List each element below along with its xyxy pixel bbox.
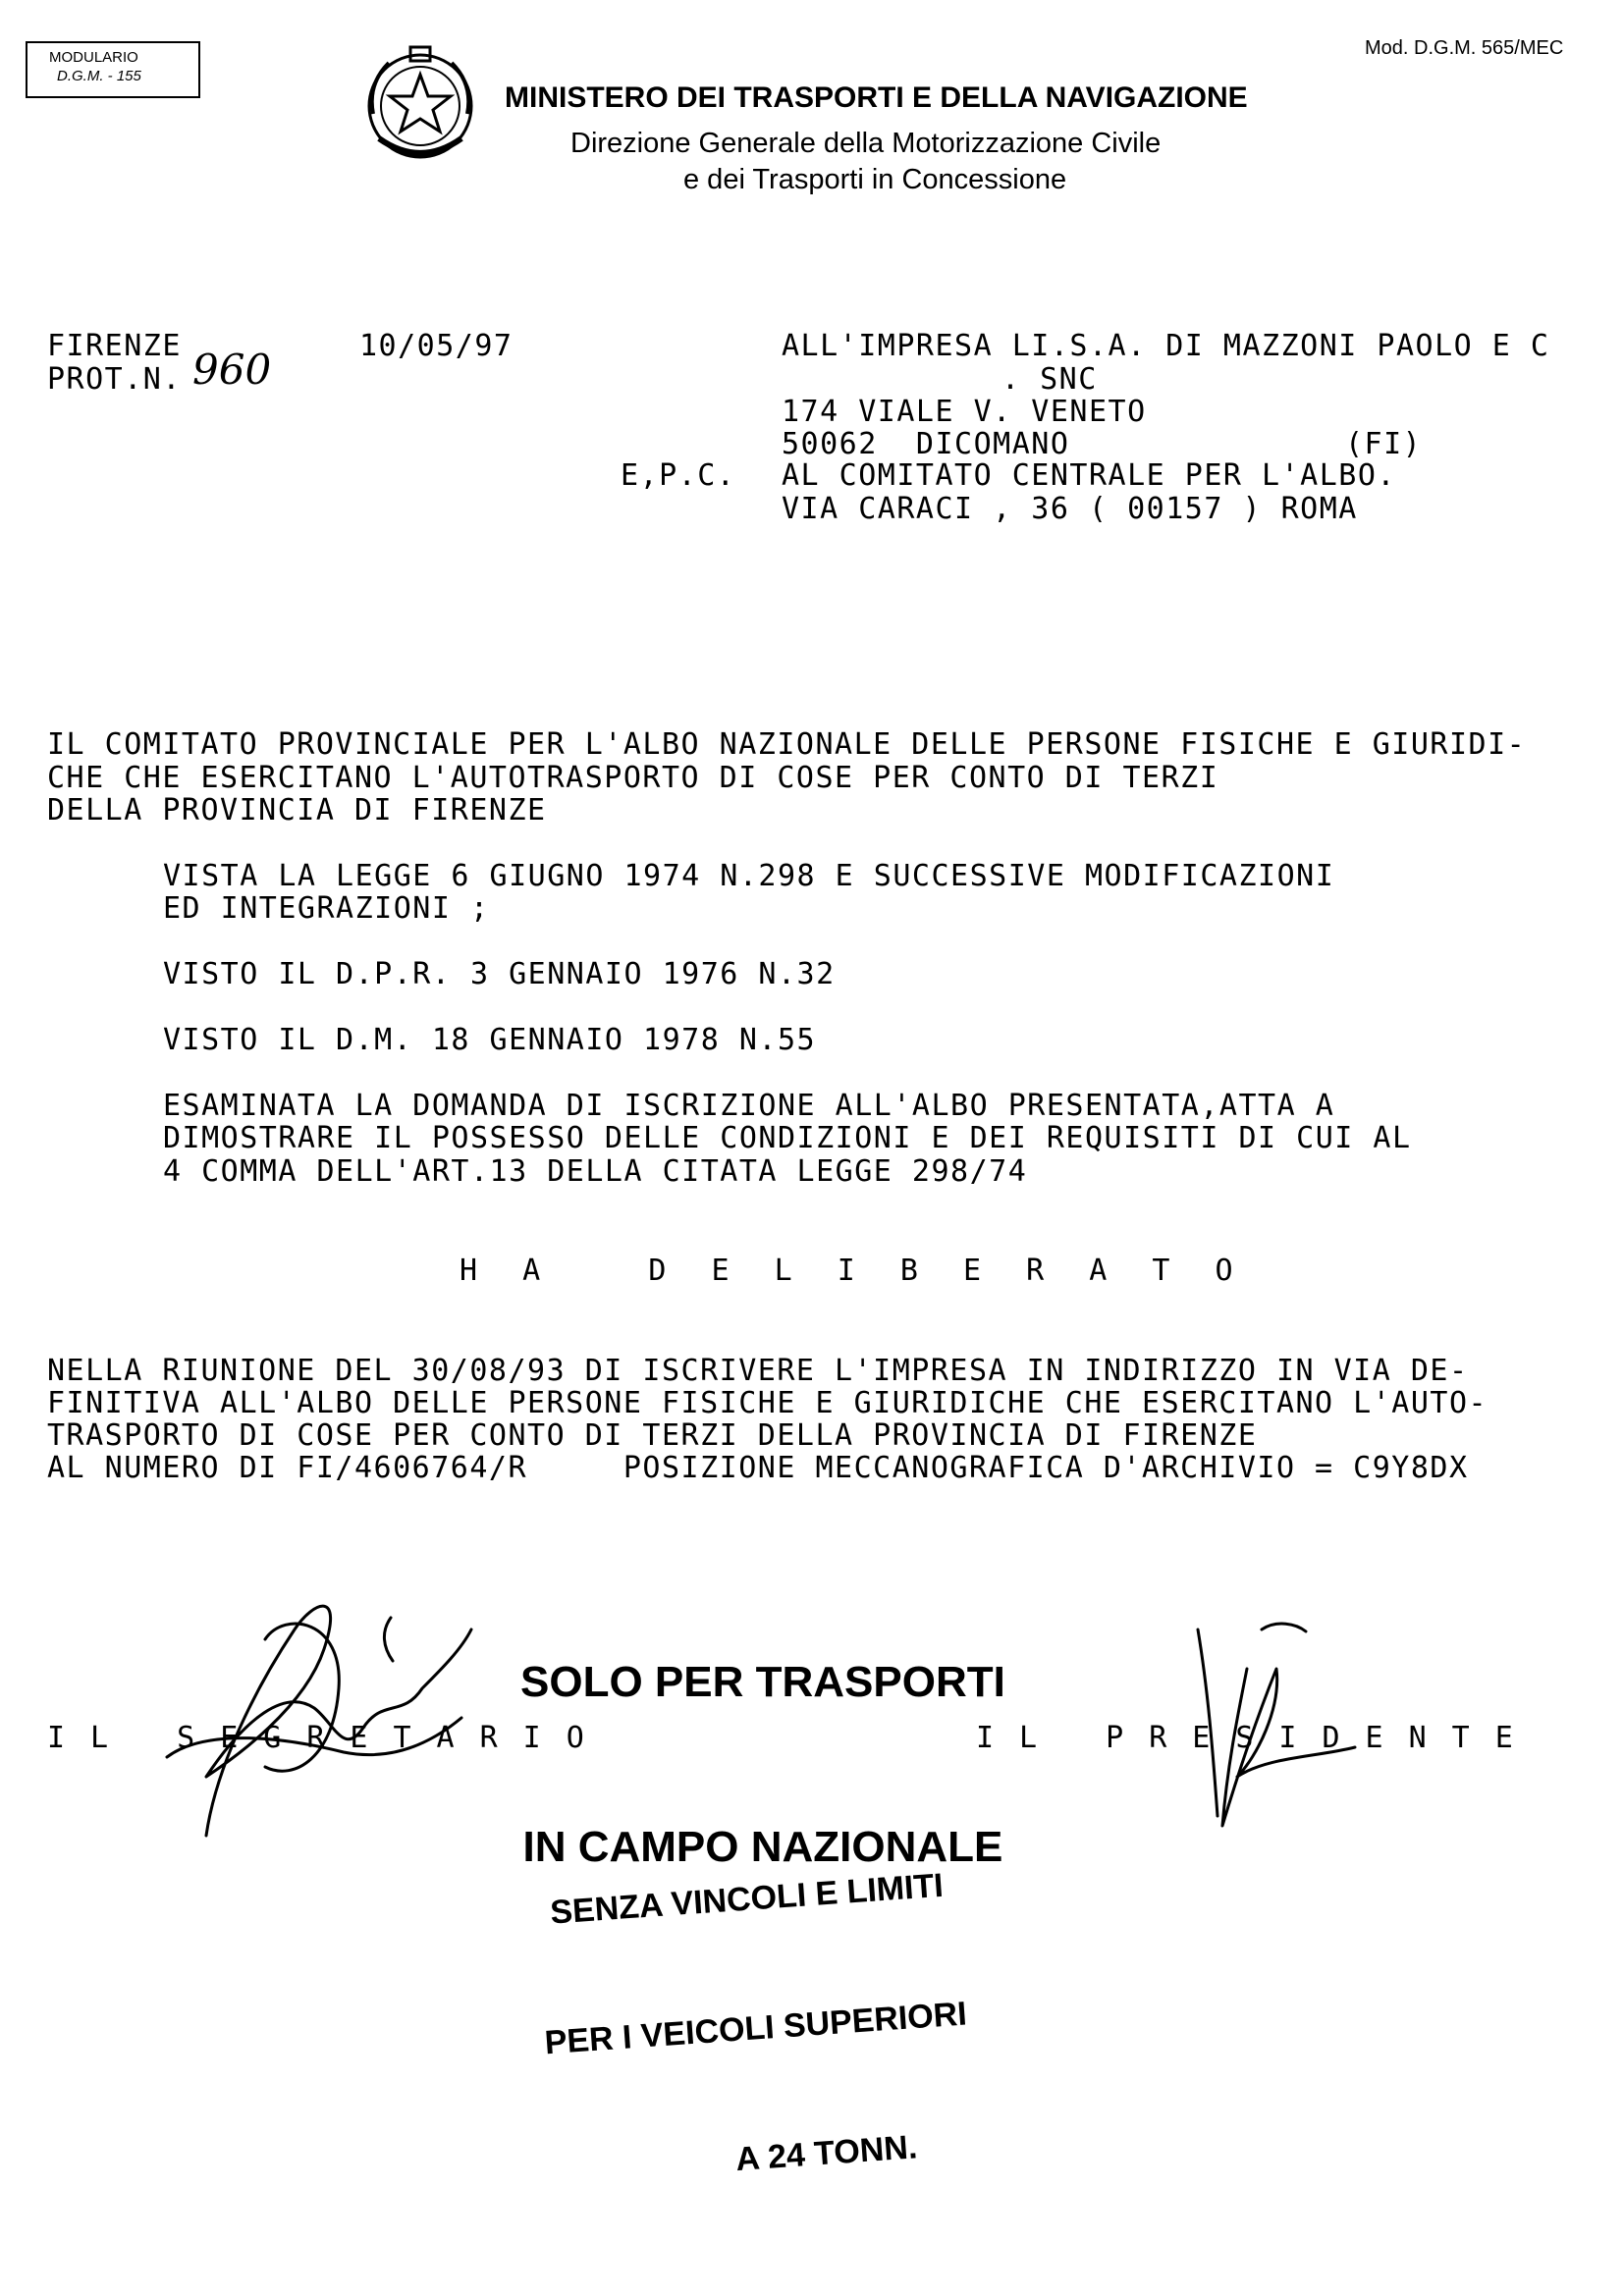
stamp-line-1: SOLO PER TRASPORTI (520, 1658, 1005, 1706)
modulario-code: D.G.M. - 155 (57, 68, 141, 84)
vehicle-limits-stamp (528, 1777, 980, 2237)
deliberato-heading: H A D E L I B E R A T O (460, 1254, 1247, 1288)
form-reference: Mod. D.G.M. 565/MEC (1365, 37, 1564, 59)
president-label: IL PRESIDENTE (976, 1721, 1539, 1755)
prot-number: 960 (192, 346, 272, 394)
modulario-box (26, 41, 200, 98)
visto-dpr: VISTO IL D.P.R. 3 GENNAIO 1976 N.32 (163, 957, 836, 991)
decision-line-3: TRASPORTO DI COSE PER CONTO DI TERZI DELLA PROVINCIA DI FIRENZE (47, 1418, 1258, 1453)
visto-dm: VISTO IL D.M. 18 GENNAIO 1978 N.55 (163, 1023, 817, 1057)
vista-line-2: ED INTEGRAZIONI ; (163, 891, 490, 926)
vista-line-1: VISTA LA LEGGE 6 GIUGNO 1974 N.298 E SUCCESSIVE MODIFICAZIONI (163, 859, 1335, 893)
recipient-line-1: ALL'IMPRESA LI.S.A. DI MAZZONI PAOLO E C (782, 329, 1550, 363)
cc-recipient-line-2: VIA CARACI , 36 ( 00157 ) ROMA (782, 492, 1358, 526)
limits-line-3: A 24 TONN. (734, 2128, 919, 2179)
cc-label: E,P.C. (621, 458, 736, 493)
recipient-province: (FI) (1345, 427, 1423, 461)
esaminata-line-3: 4 COMMA DELL'ART.13 DELLA CITATA LEGGE 298/74 (163, 1154, 1028, 1189)
letter-date: 10/05/97 (359, 329, 514, 363)
decision-line-4: AL NUMERO DI FI/4606764/R POSIZIONE MECCANOGRAFICA D'ARCHIVIO = C9Y8DX (47, 1451, 1469, 1485)
ministry-title: MINISTERO DEI TRASPORTI E DELLA NAVIGAZIONE (505, 81, 1248, 114)
recipient-postcode-city: 50062 DICOMANO (782, 427, 1070, 461)
city: FIRENZE (47, 329, 182, 363)
stamp-line-2: IN CAMPO NAZIONALE (522, 1823, 1003, 1871)
recipient-line-3: 174 VIALE V. VENETO (782, 395, 1147, 429)
limits-line-1: SENZA VINCOLI E LIMITI (549, 1866, 945, 1932)
decision-line-2: FINITIVA ALL'ALBO DELLE PERSONE FISICHE E GIURIDICHE CHE ESERCITANO L'AUTO- (47, 1386, 1488, 1420)
esaminata-line-2: DIMOSTRARE IL POSSESSO DELLE CONDIZIONI E DEI REQUISITI DI CUI AL (163, 1121, 1412, 1155)
secretary-signature-icon (147, 1571, 481, 1845)
limits-line-2: PER I VEICOLI SUPERIORI (543, 1995, 968, 2062)
intro-line-1: IL COMITATO PROVINCIALE PER L'ALBO NAZIONALE DELLE PERSONE FISICHE E GIURIDI- (47, 727, 1527, 762)
intro-line-3: DELLA PROVINCIA DI FIRENZE (47, 793, 547, 828)
secretary-label: IL SEGRETARIO (47, 1721, 610, 1755)
prot-label: PROT.N. (47, 362, 182, 397)
republic-emblem-icon (359, 45, 481, 173)
decision-line-1: NELLA RIUNIONE DEL 30/08/93 DI ISCRIVERE L'IMPRESA IN INDIRIZZO IN VIA DE- (47, 1354, 1469, 1388)
directorate-line-1: Direzione Generale della Motorizzazione Civile (570, 128, 1162, 159)
esaminata-line-1: ESAMINATA LA DOMANDA DI ISCRIZIONE ALL'ALBO PRESENTATA,ATTA A (163, 1089, 1335, 1123)
recipient-line-2: . SNC (1001, 362, 1098, 397)
directorate-line-2: e dei Trasporti in Concessione (683, 164, 1067, 195)
modulario-label: MODULARIO (49, 49, 138, 66)
intro-line-2: CHE CHE ESERCITANO L'AUTOTRASPORTO DI COSE PER CONTO DI TERZI (47, 761, 1219, 795)
president-signature-icon (1168, 1610, 1365, 1845)
cc-recipient-line-1: AL COMITATO CENTRALE PER L'ALBO. (782, 458, 1396, 493)
